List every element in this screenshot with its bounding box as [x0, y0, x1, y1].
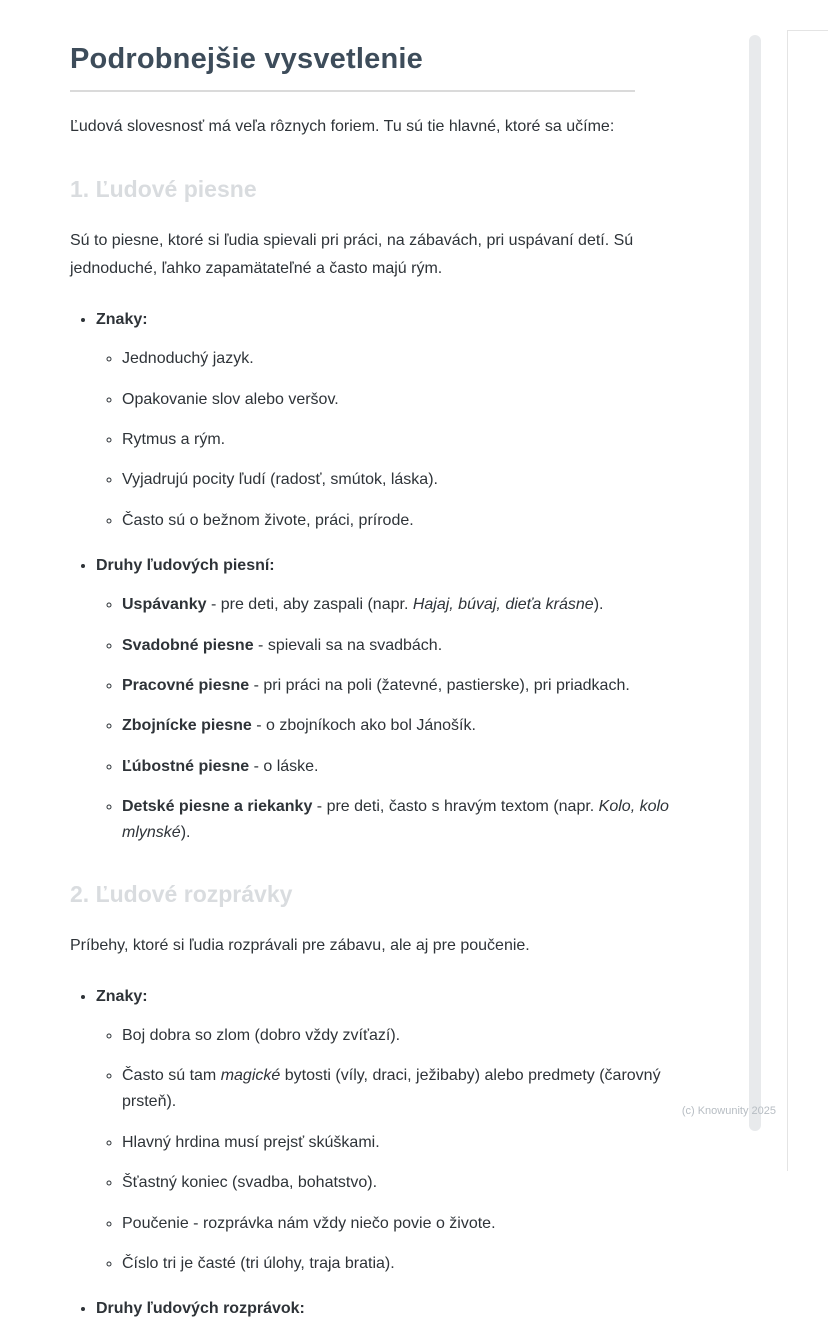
group-label: Druhy ľudových rozprávok: — [96, 1300, 305, 1318]
list-item — [122, 754, 670, 780]
text: Poučenie - rozprávka nám vždy niečo povie o živote. — [122, 1214, 496, 1232]
watermark: (c) Knowunity 2025 — [681, 1105, 776, 1117]
bold-text: Detské piesne a riekanky — [122, 798, 313, 816]
title-divider — [70, 90, 635, 92]
italic-text: Hajaj, búvaj, dieťa krásne — [412, 596, 594, 614]
section-paragraph: Príbehy, ktoré si ľudia rozprávali pre zábavu, ale aj pre poučenie. — [70, 936, 530, 954]
text: Šťastný koniec (svadba, bohatstvo). — [122, 1174, 378, 1192]
list-item — [122, 1251, 670, 1277]
group-label: Znaky: — [96, 987, 148, 1005]
text: Rytmus a rým. — [122, 430, 226, 448]
text: Jednoduchý jazyk. — [122, 350, 254, 368]
text: ). — [180, 824, 191, 842]
text: Hlavný hrdina musí prejsť skúškami. — [122, 1133, 380, 1151]
bold-text: Uspávanky — [122, 596, 207, 614]
text: Boj dobra so zlom (dobro vždy zvíťazí). — [122, 1026, 401, 1044]
section-paragraph: Sú to piesne, ktoré si ľudia spievali pri práci, na zábavách, pri uspávaní detí. Sú jednoduché, ľahko zapamätateľné a často majú rým. — [70, 231, 634, 278]
list-item — [122, 387, 670, 413]
list-item — [122, 1063, 670, 1116]
list-group — [96, 985, 670, 1278]
text: bytosti (víly, draci, ježibaby) alebo predmety (čarovný prsteň). — [122, 1067, 661, 1111]
group-label: Znaky: — [96, 311, 148, 329]
intro-paragraph: Ľudová slovesnosť má veľa rôznych foriem. Tu sú tie hlavné, ktoré sa učíme: — [70, 117, 615, 135]
list-group — [96, 1297, 670, 1321]
text: - o láske. — [249, 757, 319, 775]
bold-text: Pracovné piesne — [122, 676, 250, 694]
page-title: Podrobnejšie vysvetlenie — [70, 43, 423, 75]
text: Vyjadrujú pocity ľudí (radosť, smútok, láska). — [122, 471, 438, 489]
sub-list — [96, 346, 670, 534]
document-page — [70, 0, 670, 1321]
list-item — [122, 794, 670, 847]
page-edge-top-line — [788, 30, 828, 31]
sub-list — [96, 1023, 670, 1278]
section-heading: 2. Ľudové rozprávky — [70, 880, 293, 907]
list-item — [122, 508, 670, 534]
list-item — [122, 673, 670, 699]
list-item — [122, 1023, 670, 1049]
list-item — [122, 1211, 670, 1237]
text: Často sú tam — [122, 1067, 221, 1085]
list-item — [122, 1170, 670, 1196]
bold-text: Svadobné piesne — [122, 636, 254, 654]
bold-text: Ľúbostné piesne — [122, 757, 250, 775]
text: - o zbojníkoch ako bol Jánošík. — [251, 717, 476, 735]
sub-list — [96, 592, 670, 847]
text: - spievali sa na svadbách. — [253, 636, 443, 654]
bullet-list — [70, 985, 670, 1321]
page-edge-right-line — [787, 30, 788, 1171]
list-item — [122, 633, 670, 659]
list-item — [122, 1130, 670, 1156]
list-group — [96, 554, 670, 847]
list-group — [96, 308, 670, 534]
text: Často sú o bežnom živote, práci, prírode. — [122, 511, 414, 529]
list-item — [122, 427, 670, 453]
text: - pre deti, aby zaspali (napr. — [206, 596, 413, 614]
text: ). — [593, 596, 604, 614]
list-item — [122, 592, 670, 618]
scrollbar[interactable] — [749, 35, 761, 1131]
bullet-list — [70, 308, 670, 847]
bold-text: Zbojnícke piesne — [122, 717, 252, 735]
section-heading: 1. Ľudové piesne — [70, 175, 257, 202]
italic-text: magické — [220, 1067, 281, 1085]
text: Opakovanie slov alebo veršov. — [122, 390, 339, 408]
text: - pri práci na poli (žatevné, pastierske), pri priadkach. — [249, 676, 630, 694]
text: Číslo tri je časté (tri úlohy, traja bratia). — [122, 1255, 395, 1273]
group-label: Druhy ľudových piesní: — [96, 557, 275, 575]
text: - pre deti, často s hravým textom (napr. — [312, 798, 599, 816]
list-item — [122, 713, 670, 739]
list-item — [122, 467, 670, 493]
list-item — [122, 346, 670, 372]
italic-text: Kolo, kolo mlynské — [122, 798, 669, 842]
sections-container — [70, 176, 670, 1321]
